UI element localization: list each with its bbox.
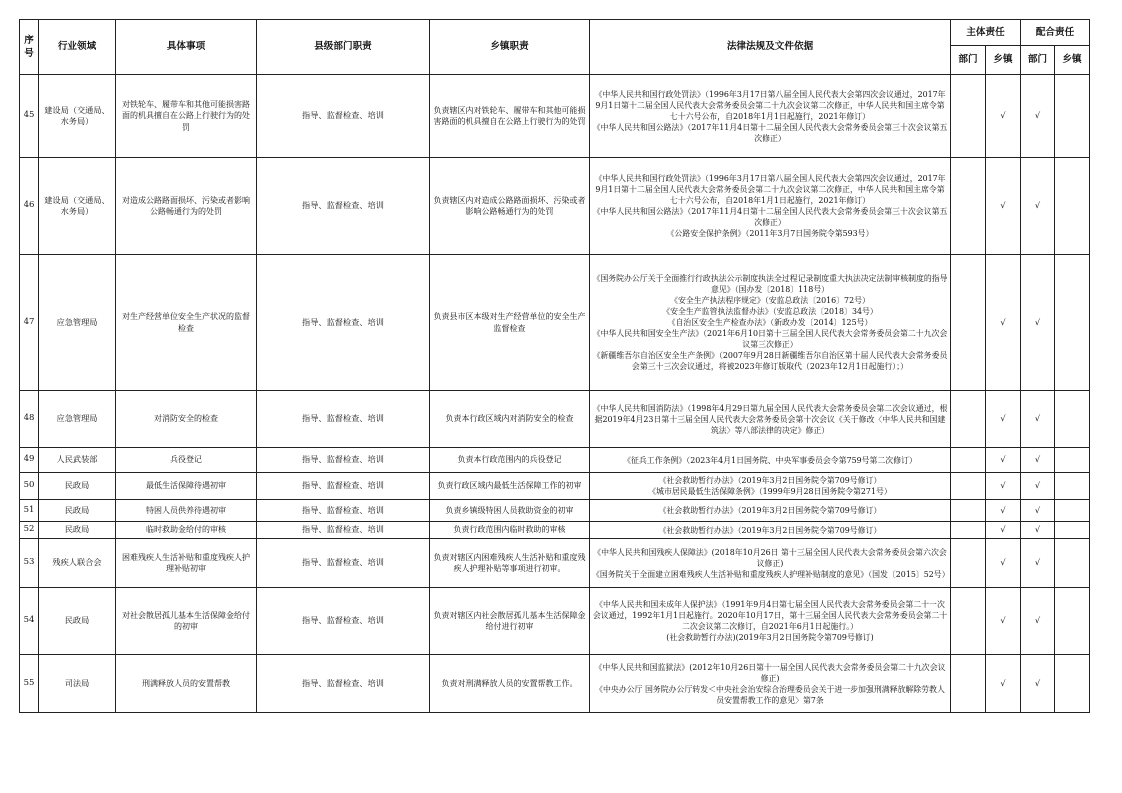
row-number: 49 (20, 448, 39, 473)
basis-paragraph: 《新疆维吾尔自治区安全生产条例》（2007年9月28日新疆维吾尔自治区第十届人民代表大会常务委员会第三十三次会议通过，将被2023年修订版取代（2023年12月1日起施行）；） (592, 351, 948, 371)
basis-paragraph: 《国务院办公厅关于全面推行行政执法公示制度执法全过程记录制度重大执法决定法制审核制度的指导意见》（国办发〔2018〕118号） (592, 274, 948, 294)
row-number: 47 (20, 255, 39, 391)
row-main-dept (951, 655, 986, 713)
row-basis (590, 500, 951, 522)
col-header-main-dept: 部门 (951, 46, 986, 75)
row-coop-town (1055, 655, 1090, 713)
row-basis (590, 588, 951, 655)
row-main-town: √ (986, 473, 1021, 500)
row-town-duty: 负责辖区内对造成公路路面损坏、污染或者影响公路畅通行为的处罚 (430, 158, 590, 255)
table-row (20, 522, 1090, 539)
table-row (20, 448, 1090, 473)
basis-paragraph: 《安全生产执法程序规定》（安监总政法〔2016〕72号） (670, 296, 870, 305)
row-main-town: √ (986, 588, 1021, 655)
row-main-dept (951, 473, 986, 500)
row-field: 建设局（交通局、水务局） (39, 158, 116, 255)
row-county-duty: 指导、监督检查、培训 (257, 158, 430, 255)
row-matter: 对生产经营单位安全生产状况的监督检查 (116, 255, 257, 391)
row-matter: 对造成公路路面损坏、污染或者影响公路畅通行为的处罚 (116, 158, 257, 255)
basis-paragraph: 《中华人民共和国行政处罚法》（1996年3月17日第八届全国人民代表大会第四次会议通过，2017年9月1日第十二届全国人民代表大会常务委员会第二十九次会议第二次修正，中华人民共和国主席令第七十六号公布，自2018年1月1日起施行，2021年修订） (594, 89, 946, 121)
row-coop-town (1055, 391, 1090, 448)
row-town-duty: 负责县市区本级对生产经营单位的安全生产监督检查 (430, 255, 590, 391)
row-town-duty: 负责对刑满释放人员的安置帮教工作。 (430, 655, 590, 713)
row-coop-town (1055, 158, 1090, 255)
row-town-duty: 负责对辖区内困难残疾人生活补贴和重度残疾人护理补贴等事项进行初审。 (430, 539, 590, 588)
row-basis (590, 539, 951, 588)
row-coop-town (1055, 473, 1090, 500)
row-number: 46 (20, 158, 39, 255)
row-county-duty: 指导、监督检查、培训 (257, 473, 430, 500)
col-header-coop-dept: 部门 (1021, 46, 1055, 75)
table-row (20, 588, 1090, 655)
row-main-town: √ (986, 255, 1021, 391)
row-main-dept (951, 391, 986, 448)
row-town-duty: 负责乡镇级特困人员救助资金的初审 (430, 500, 590, 522)
table-row (20, 539, 1090, 588)
row-field: 人民武装部 (39, 448, 116, 473)
row-matter: 对消防安全的检查 (116, 391, 257, 448)
row-main-dept (951, 522, 986, 539)
basis-paragraph: (社会救助暂行办法)(2019年3月2日国务院令第709号修订) (666, 633, 874, 642)
row-matter: 困难残疾人生活补贴和重度残疾人护理补贴初审 (116, 539, 257, 588)
basis-paragraph: 《中华人民共和国监狱法》(2012年10月26日第十一届全国人民代表大会常务委员会第二十九次会议修正) (594, 662, 946, 683)
row-main-town: √ (986, 75, 1021, 158)
row-county-duty: 指导、监督检查、培训 (257, 539, 430, 588)
basis-paragraph: 《城市居民最低生活保障条例》（1999年9月28日国务院令第271号） (648, 487, 892, 496)
col-header-basis: 法律法规及文件依据 (590, 20, 951, 75)
basis-paragraph: 《社会救助暂行办法》（2019年3月2日国务院令第709号修订） (658, 506, 882, 515)
row-basis (590, 473, 951, 500)
responsibility-table (19, 19, 1090, 713)
row-basis (590, 448, 951, 473)
basis-paragraph: 《中华人民共和国消防法》（1998年4月29日第九届全国人民代表大会常务委员会第二次会议通过，根据2019年4月23日第十三届全国人民代表大会常务委员会第十次会议《关于修改〈中华人民共和国建筑法〉等八部法律的决定》修正） (592, 403, 948, 435)
basis-paragraph: 《中华人民共和国公路法》（2017年11月4日第十二届全国人民代表大会常务委员会第三十次会议第五次修正） (592, 207, 948, 227)
row-field: 民政局 (39, 588, 116, 655)
row-county-duty: 指导、监督检查、培训 (257, 448, 430, 473)
row-field: 应急管理局 (39, 391, 116, 448)
row-field: 民政局 (39, 473, 116, 500)
col-header-county-duty: 县级部门职责 (257, 20, 430, 75)
row-county-duty: 指导、监督检查、培训 (257, 500, 430, 522)
row-coop-dept: √ (1021, 473, 1055, 500)
row-county-duty: 指导、监督检查、培训 (257, 588, 430, 655)
row-coop-dept: √ (1021, 655, 1055, 713)
row-main-dept (951, 255, 986, 391)
row-town-duty: 负责本行政范围内的兵役登记 (430, 448, 590, 473)
row-coop-town (1055, 588, 1090, 655)
row-matter: 最低生活保障待遇初审 (116, 473, 257, 500)
row-number: 48 (20, 391, 39, 448)
basis-paragraph: 《征兵工作条例》（2023年4月1日国务院、中央军事委员会令第759号第二次修订） (623, 455, 917, 465)
row-number: 51 (20, 500, 39, 522)
row-main-dept (951, 158, 986, 255)
basis-paragraph: 《社会救助暂行办法》（2019年3月2日国务院令第709号修订） (658, 476, 882, 485)
row-coop-town (1055, 75, 1090, 158)
row-coop-dept: √ (1021, 255, 1055, 391)
col-header-coop-town: 乡镇 (1055, 46, 1090, 75)
basis-paragraph: 《国务院关于全面建立困难残疾人生活补贴和重度残疾人护理补贴制度的意见》（国发〔2015〕52号） (592, 569, 950, 579)
row-number: 52 (20, 522, 39, 539)
row-coop-dept: √ (1021, 588, 1055, 655)
row-basis (590, 522, 951, 539)
col-header-main-town: 乡镇 (986, 46, 1021, 75)
row-basis (590, 391, 951, 448)
row-basis (590, 158, 951, 255)
row-number: 54 (20, 588, 39, 655)
row-coop-dept: √ (1021, 500, 1055, 522)
row-main-dept (951, 75, 986, 158)
row-main-town: √ (986, 448, 1021, 473)
row-town-duty: 负责行政范围内临时救助的审核 (430, 522, 590, 539)
basis-paragraph: 《中华人民共和国行政处罚法》（1996年3月17日第八届全国人民代表大会第四次会议通过，2017年9月1日第十二届全国人民代表大会常务委员会第二十九次会议第二次修正，中华人民共和国主席令第七十六号公布，自2018年1月1日起施行，2021年修订） (594, 174, 946, 205)
row-coop-dept: √ (1021, 75, 1055, 158)
row-number: 45 (20, 75, 39, 158)
row-main-town: √ (986, 500, 1021, 522)
table-row (20, 655, 1090, 713)
row-field: 应急管理局 (39, 255, 116, 391)
row-coop-dept: √ (1021, 158, 1055, 255)
header-row-top (20, 20, 1090, 46)
col-header-main-resp: 主体责任 (951, 20, 1021, 46)
row-number: 55 (20, 655, 39, 713)
row-coop-dept: √ (1021, 391, 1055, 448)
row-field: 司法局 (39, 655, 116, 713)
basis-paragraph: 《中华人民共和国未成年人保护法》（1991年9月4日第七届全国人民代表大会常务委员会第二十一次会议通过，1992年1月1日起施行。2020年10月17日，第十三届全国人民代表大会常务委员会第二十二次会议第二次修订，自2021年6月1日起施行。） (592, 600, 948, 631)
row-coop-town (1055, 255, 1090, 391)
row-field: 残疾人联合会 (39, 539, 116, 588)
row-town-duty: 负责行政区域内最低生活保障工作的初审 (430, 473, 590, 500)
col-header-seq: 序号 (20, 20, 39, 75)
col-header-field: 行业领域 (39, 20, 116, 75)
row-field: 建设局（交通局、水务局） (39, 75, 116, 158)
col-header-matter: 具体事项 (116, 20, 257, 75)
row-main-dept (951, 500, 986, 522)
row-main-town: √ (986, 391, 1021, 448)
row-county-duty: 指导、监督检查、培训 (257, 655, 430, 713)
table-row (20, 500, 1090, 522)
row-main-town: √ (986, 539, 1021, 588)
table-row (20, 391, 1090, 448)
row-number: 50 (20, 473, 39, 500)
row-coop-town (1055, 539, 1090, 588)
basis-paragraph: 《中华人民共和国残疾人保障法》(2018年10月26日 第十三届全国人民代表大会常务委员会第六次会议修正) (593, 547, 947, 568)
table-row (20, 473, 1090, 500)
row-coop-dept: √ (1021, 539, 1055, 588)
row-field: 民政局 (39, 500, 116, 522)
basis-paragraph: 《中央办公厅 国务院办公厅转发＜中央社会治安综合治理委员会关于进一步加强刑满释放解除劳教人员安置帮教工作的意见〉第7条 (595, 684, 945, 705)
row-main-dept (951, 448, 986, 473)
row-coop-town (1055, 448, 1090, 473)
table-row (20, 158, 1090, 255)
row-main-town: √ (986, 655, 1021, 713)
basis-paragraph: 《公路安全保护条例》（2011年3月7日国务院令第593号） (666, 229, 874, 238)
row-county-duty: 指导、监督检查、培训 (257, 522, 430, 539)
basis-paragraph: 《中华人民共和国公路法》（2017年11月4日第十二届全国人民代表大会常务委员会第三十次会议第五次修正） (592, 122, 948, 143)
row-town-duty: 负责本行政区域内对消防安全的检查 (430, 391, 590, 448)
row-main-town: √ (986, 522, 1021, 539)
row-county-duty: 指导、监督检查、培训 (257, 75, 430, 158)
row-county-duty: 指导、监督检查、培训 (257, 391, 430, 448)
row-matter: 对社会散居孤儿基本生活保障金给付的初审 (116, 588, 257, 655)
row-basis (590, 255, 951, 391)
basis-paragraph: 《自治区安全生产检查办法》（新政办发〔2014〕125号） (667, 318, 873, 327)
row-main-town: √ (986, 158, 1021, 255)
row-field: 民政局 (39, 522, 116, 539)
row-coop-dept: √ (1021, 448, 1055, 473)
table-row (20, 75, 1090, 158)
row-coop-town (1055, 500, 1090, 522)
row-matter: 刑满释放人员的安置帮教 (116, 655, 257, 713)
row-number: 53 (20, 539, 39, 588)
row-town-duty: 负责对辖区内社会散居孤儿基本生活保障金给付进行初审 (430, 588, 590, 655)
basis-paragraph: 《安全生产监管执法监督办法》（安监总政法〔2018〕34号） (662, 307, 878, 316)
row-basis (590, 655, 951, 713)
table-row (20, 255, 1090, 391)
row-main-dept (951, 539, 986, 588)
row-coop-town (1055, 522, 1090, 539)
row-matter: 对铁轮车、履带车和其他可能损害路面的机具擅自在公路上行驶行为的处罚 (116, 75, 257, 158)
row-matter: 临时救助金给付的审核 (116, 522, 257, 539)
row-matter: 兵役登记 (116, 448, 257, 473)
col-header-coop-resp: 配合责任 (1021, 20, 1090, 46)
col-header-town-duty: 乡镇职责 (430, 20, 590, 75)
row-coop-dept: √ (1021, 522, 1055, 539)
row-main-dept (951, 588, 986, 655)
row-county-duty: 指导、监督检查、培训 (257, 255, 430, 391)
document-sheet (19, 19, 1090, 713)
basis-paragraph: 《中华人民共和国安全生产法》（2021年6月10日第十三届全国人民代表大会常务委员会第二十九次会议第三次修正） (592, 329, 948, 349)
basis-paragraph: 《社会救助暂行办法》（2019年3月2日国务院令第709号修订） (658, 525, 882, 535)
row-town-duty: 负责辖区内对铁轮车、履带车和其他可能损害路面的机具擅自在公路上行驶行为的处罚 (430, 75, 590, 158)
row-basis (590, 75, 951, 158)
row-matter: 特困人员供养待遇初审 (116, 500, 257, 522)
